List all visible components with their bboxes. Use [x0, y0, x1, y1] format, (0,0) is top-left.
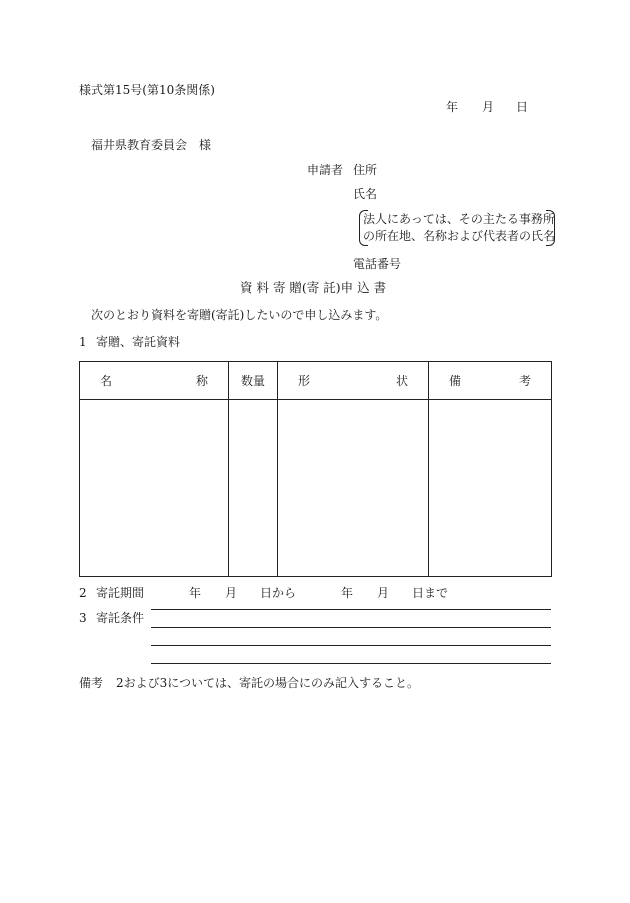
table-header-row	[80, 362, 552, 400]
from-day-label: 日から	[260, 586, 297, 600]
right-bracket	[546, 210, 555, 246]
date-day-label: 日	[516, 100, 529, 114]
header-shape	[278, 362, 429, 400]
conditions-line[interactable]	[151, 645, 551, 646]
to-month-label: 月	[377, 586, 390, 600]
header-remarks-b: 考	[518, 374, 531, 388]
header-name-a: 名	[100, 374, 113, 388]
address-label: 住所	[353, 163, 378, 177]
footnote-label: 備考	[79, 676, 104, 690]
from-month-label: 月	[225, 586, 238, 600]
section1-number: 1	[79, 335, 87, 349]
corp-note-line2: の所在地、名称および代表者の氏名	[363, 229, 556, 243]
header-remarks	[429, 362, 552, 400]
section2-label: 寄託期間	[96, 586, 145, 600]
footnote-text: 2および3については、寄託の場合にのみ記入すること。	[116, 676, 420, 690]
section1-label: 寄贈、寄託資料	[96, 335, 181, 349]
table-row	[80, 400, 552, 577]
to-year-label: 年	[341, 586, 354, 600]
cell-remarks[interactable]	[429, 400, 552, 577]
phone-label: 電話番号	[353, 257, 402, 271]
cell-quantity[interactable]	[229, 400, 278, 577]
intro-text: 次のとおり資料を寄贈(寄託)したいので申し込みます。	[91, 308, 388, 322]
conditions-line[interactable]	[151, 627, 551, 628]
document-title: 資 料 寄 贈(寄 託)申 込 書	[240, 280, 387, 295]
header-quantity	[229, 362, 278, 400]
section3-label: 寄託条件	[96, 611, 145, 625]
cell-shape[interactable]	[278, 400, 429, 577]
from-year-label: 年	[189, 586, 202, 600]
header-shape-a: 形	[298, 374, 311, 388]
header-shape-b: 状	[395, 374, 408, 388]
to-day-label: 日まで	[412, 586, 449, 600]
form-number: 様式第15号(第10条関係)	[79, 83, 215, 97]
date-month-label: 月	[482, 100, 495, 114]
corp-note-line1: 法人にあっては、その主たる事務所	[363, 212, 555, 226]
header-quantity-text: 数量	[240, 374, 265, 388]
date-year-label: 年	[446, 100, 459, 114]
conditions-line[interactable]	[151, 663, 551, 664]
applicant-label: 申請者	[307, 163, 344, 177]
section2-number: 2	[79, 586, 87, 600]
header-remarks-a: 備	[449, 374, 462, 388]
conditions-line-top	[151, 609, 551, 610]
header-name-b: 称	[195, 374, 208, 388]
name-label: 氏名	[353, 187, 378, 201]
addressee: 福井県教育委員会 様	[91, 138, 212, 152]
materials-table	[79, 361, 552, 577]
section3-number: 3	[79, 611, 87, 625]
header-name	[80, 362, 229, 400]
cell-name[interactable]	[80, 400, 229, 577]
